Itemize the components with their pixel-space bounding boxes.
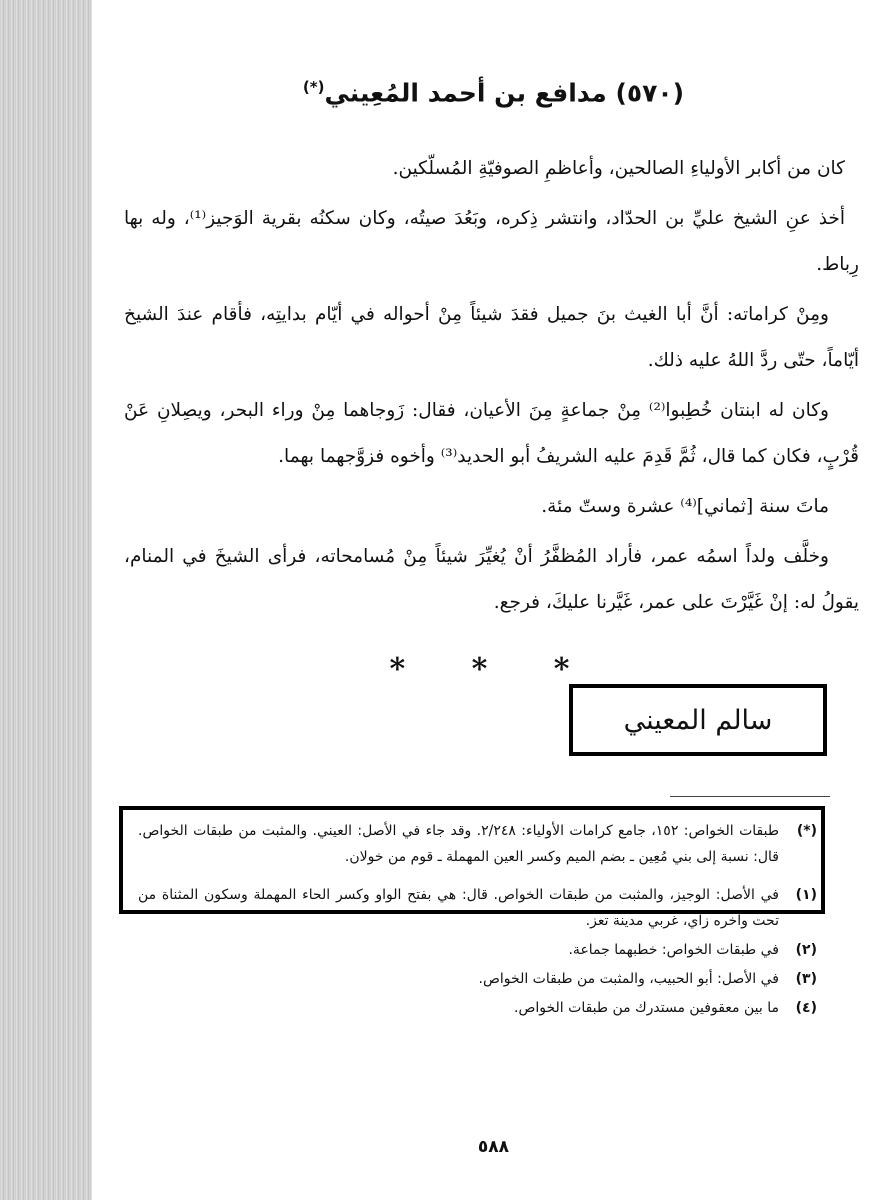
section-separator: * * * <box>389 652 598 687</box>
footnote-number: (*) <box>796 823 817 839</box>
boxed-annotation: سالم المعيني <box>569 684 827 756</box>
scan-binding-edge <box>0 0 92 1200</box>
footnote-text: في الأصل: أبو الحبيب، والمثبت من طبقات الخواص. <box>478 971 779 987</box>
entry-title <box>92 78 895 107</box>
entry-name: مدافع بن أحمد المُعِيني <box>324 78 607 108</box>
footnote-item <box>138 882 817 934</box>
page-number: ٥٨٨ <box>477 1137 510 1157</box>
entry-footnote-mark: (*) <box>302 78 325 96</box>
paragraph: ومِنْ كراماته: أنَّ أبا الغيث بنَ جميل فقدَ شيئاً مِنْ أحواله في أيّام بدايتِه، فأقام عندَ الشيخ أيّاماً، حتّى ردَّ اللهُ عليه ذلك. <box>124 304 859 371</box>
footnote-number: (٤) <box>795 1000 817 1016</box>
paragraph: أخذ عنِ الشيخ عليِّ بن الحدّاد، وانتشر ذِكره، وبَعُدَ صيتُه، وكان سكنُه بقرية الوَجيز⁽¹⁾، وله بها رِباط. <box>124 208 859 275</box>
footnote-number: (٢) <box>795 942 817 958</box>
footnote-item <box>138 818 817 870</box>
footnote-text: في طبقات الخواص: خطبهما جماعة. <box>568 942 779 958</box>
footnotes <box>138 818 817 1024</box>
paragraph: ماتَ سنة [ثماني]⁽⁴⁾ عشرة وستّ مئة. <box>541 496 829 517</box>
paragraph: وكان له ابنتان خُطِبوا⁽²⁾ مِنْ جماعةٍ مِنَ الأعيان، فقال: زَوجاهما مِنْ وراء البحر، ويصِلانِ عَنْ قُرْبٍ، فكان كما قال، ثُمَّ قَدِمَ عليه الشريفُ أبو الحديد⁽³⁾ وأخوه فزوَّجهما بهما. <box>124 400 859 467</box>
footnote-item <box>138 937 817 963</box>
footnote-divider <box>670 796 830 797</box>
footnote-number: (١) <box>795 887 817 903</box>
footnote-item <box>138 995 817 1021</box>
biography-text <box>124 146 859 630</box>
book-page <box>92 0 895 1200</box>
paragraph: كان من أكابر الأولياءِ الصالحين، وأعاظمِ الصوفيّةِ المُسلّكين. <box>392 158 845 179</box>
entry-number: (٥٧٠) <box>615 78 685 108</box>
footnote-number: (٣) <box>795 971 817 987</box>
footnote-text: طبقات الخواص: ١٥٢، جامع كرامات الأولياء: ٢/٢٤٨. وقد جاء في الأصل: العيني. والمثبت من طبقات الخواص. قال: نسبة إلى بني مُعِين ـ بضم الميم وكسر العين المهملة ـ قوم من خولان. <box>138 823 779 865</box>
footnote-text: في الأصل: الوجيز، والمثبت من طبقات الخواص. قال: هي بفتح الواو وكسر الحاء المهملة وسكون المثناة من تحت وآخره زاي، غربي مدينة تعز. <box>138 887 779 929</box>
paragraph: وخلَّف ولداً اسمُه عمر، فأراد المُظفَّرُ أنْ يُغيِّرَ شيئاً مِنْ مُسامحاته، فرأى الشيخَ في المنام، يقولُ له: إنْ غَيَّرْتَ على عمر، غَيَّرنا عليكَ، فرجع. <box>124 546 859 613</box>
footnote-text: ما بين معقوفين مستدرك من طبقات الخواص. <box>514 1000 779 1016</box>
footnote-item <box>138 966 817 992</box>
